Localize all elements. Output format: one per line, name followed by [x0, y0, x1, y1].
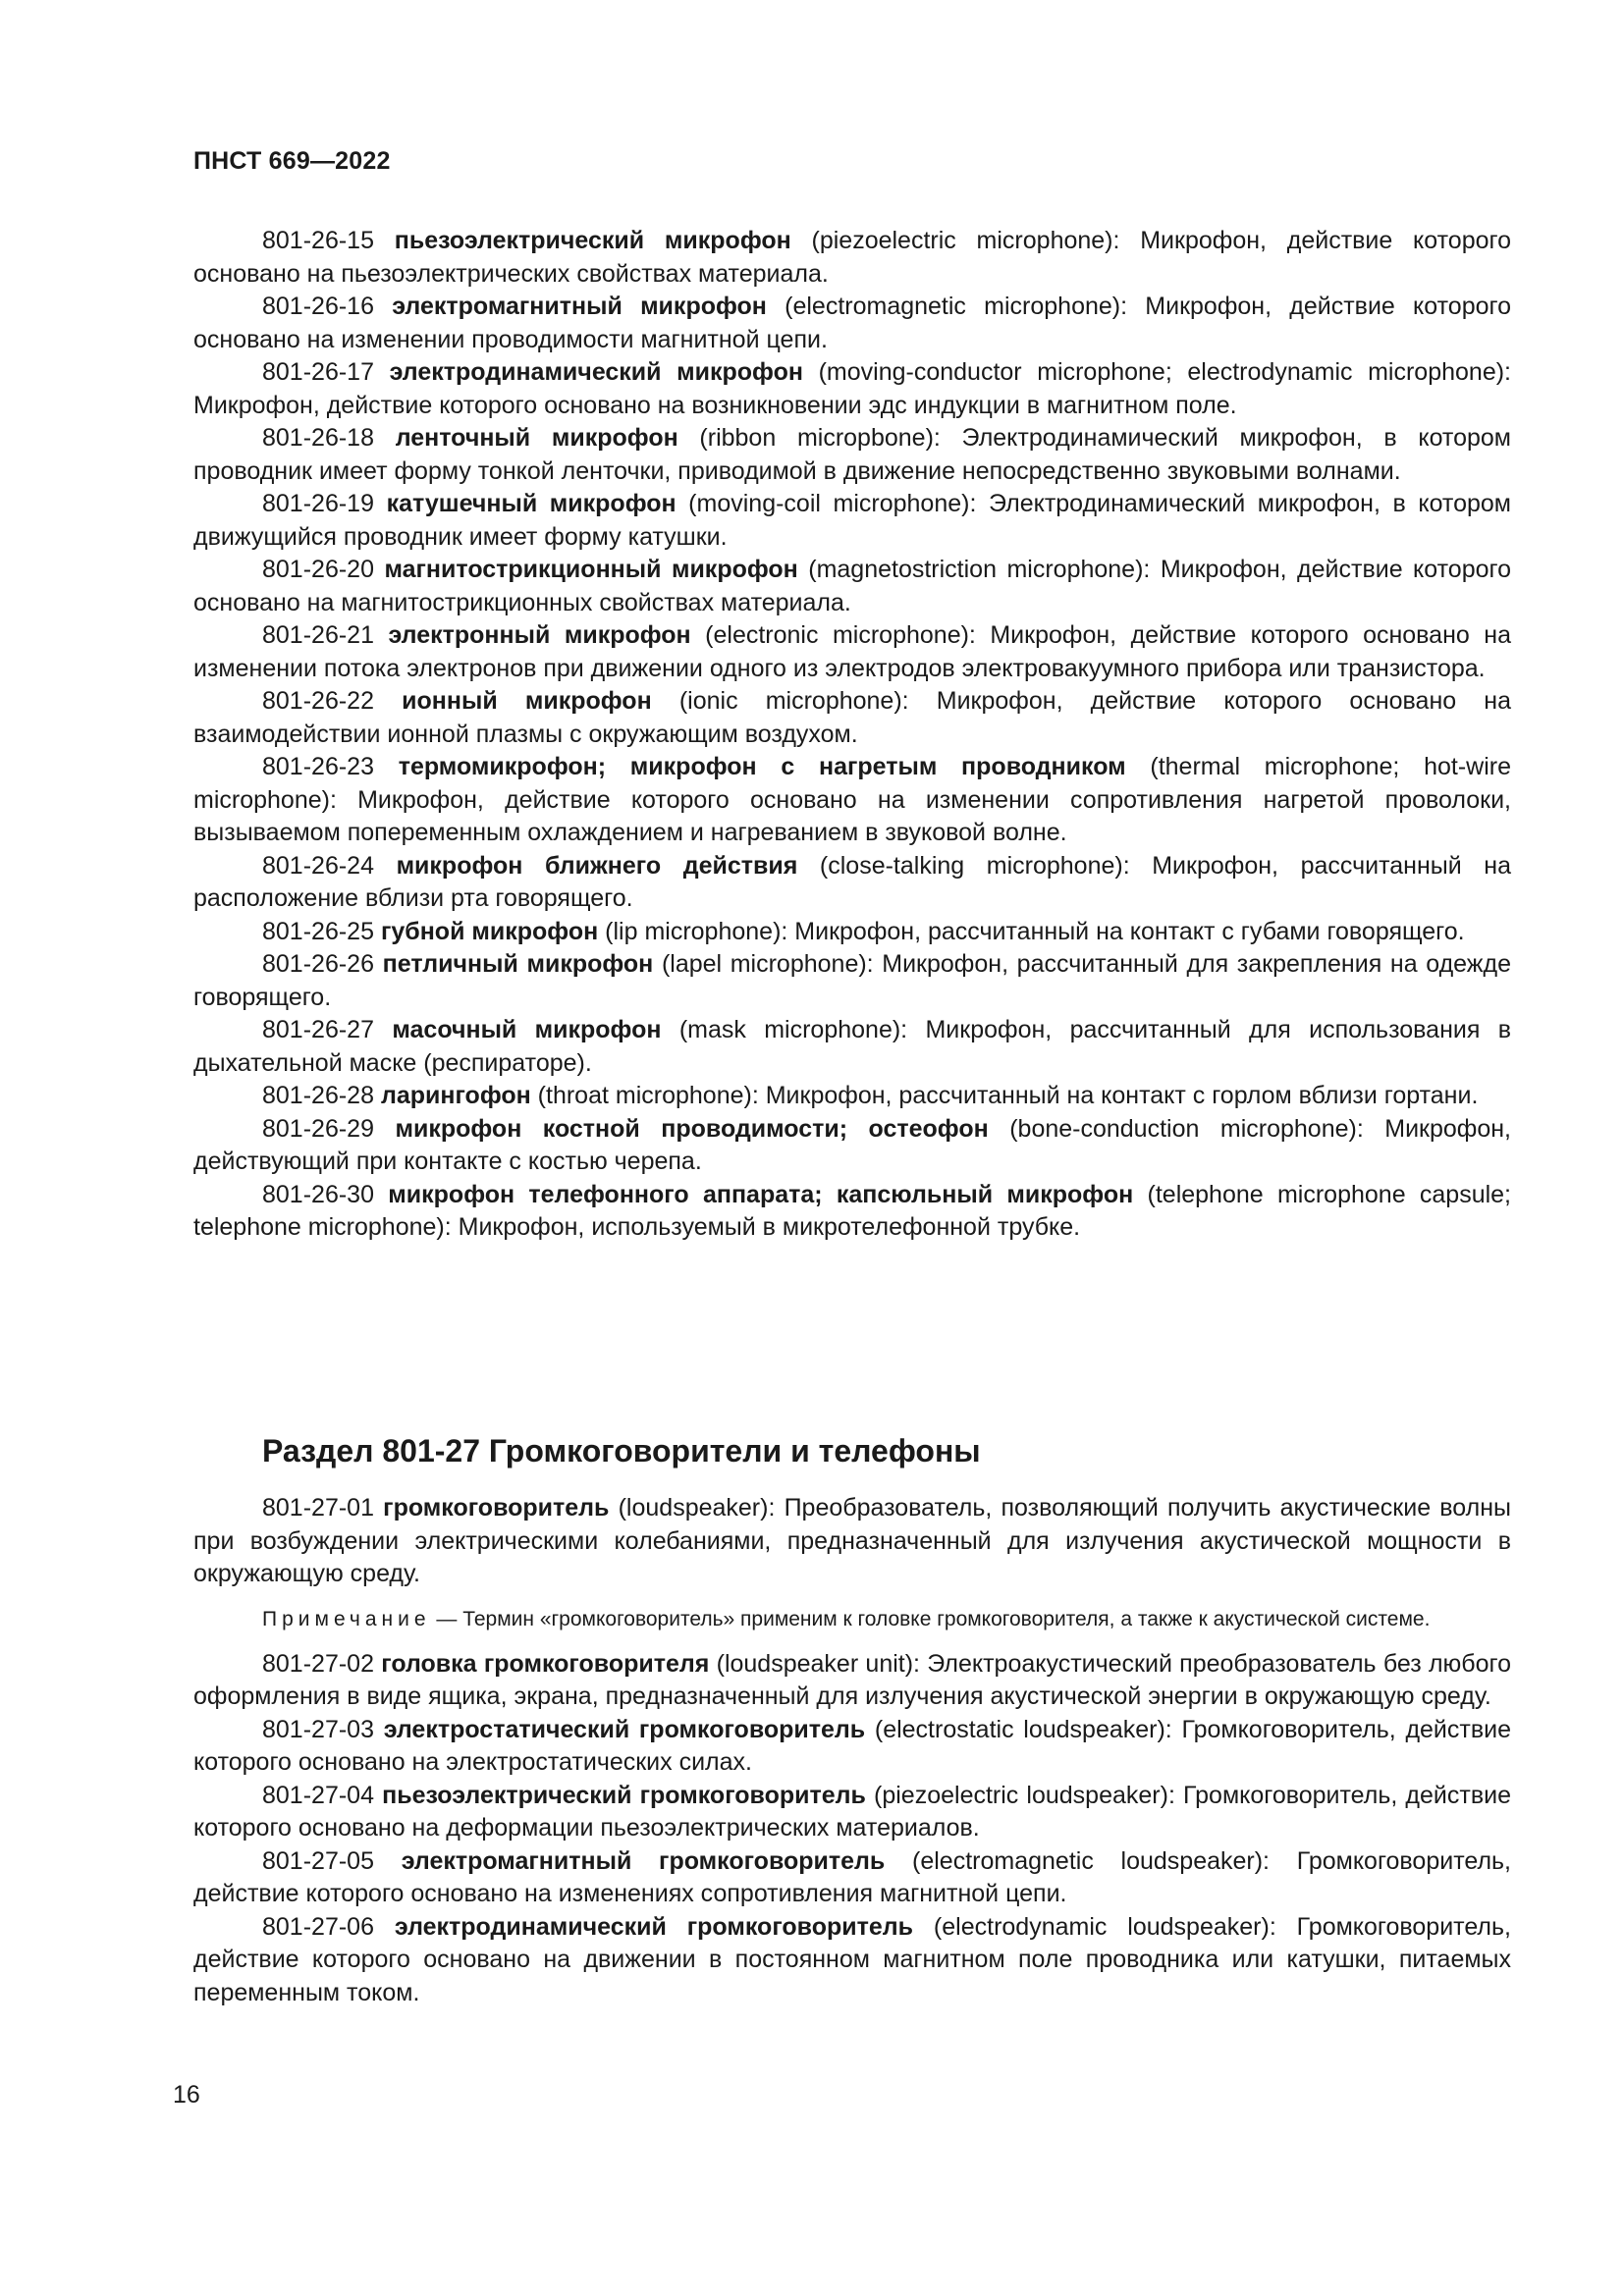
term-definition: (loudspeaker): Преобразователь, позволяющий получить акустические волны при возбуждении электрическими колебаниями, предназначенный для излучения акустической мощности в окружающую среду.: [193, 1494, 1511, 1587]
term-name: петличный микрофон: [382, 950, 654, 978]
term-number: 801-26-29: [262, 1114, 374, 1143]
term-entry: [193, 488, 1511, 554]
term-number: 801-27-03: [262, 1715, 374, 1743]
term-number: 801-27-01: [262, 1494, 374, 1522]
term-entry: [193, 1113, 1511, 1179]
term-name: магнитострикционный микрофон: [384, 556, 798, 583]
term-entry: [193, 356, 1511, 422]
term-definition: (moving-conductor microphone; electrodynamic microphone): Микрофон, действие которого основано на возникновении эдс индукции в магнитном поле.: [193, 358, 1512, 419]
term-name: микрофон костной проводимости; остеофон: [395, 1114, 989, 1143]
term-definition: (electronic microphone): Микрофон, действие которого основано на изменении потока электронов при движении одного из электродов электровакуумного прибора или транзистора.: [193, 621, 1511, 682]
term-definition: (ionic microphone): Микрофон, действие которого основано на взаимодействии ионной плазмы с окружающим воздухом.: [193, 687, 1512, 748]
term-name: катушечный микрофон: [386, 490, 677, 517]
term-number: 801-27-04: [262, 1781, 374, 1809]
section-801-27: [193, 1431, 1511, 2009]
term-definition: (loudspeaker unit): Электроакустический преобразователь без любого оформления в виде ящика, экрана, предназначенный для излучения акустической энергии в окружающую среду.: [193, 1649, 1511, 1710]
term-number: 801-26-24: [262, 851, 374, 880]
term-name: громкоговоритель: [383, 1494, 610, 1522]
term-name: электростатический громкоговоритель: [383, 1715, 866, 1743]
term-definition: (lapel microphone): Микрофон, рассчитанный для закрепления на одежде говорящего.: [193, 950, 1512, 1011]
term-number: 801-26-15: [262, 227, 374, 254]
term-name: губной микрофон: [380, 917, 599, 945]
term-name: электронный микрофон: [388, 621, 691, 649]
term-name: пьезоэлектрический микрофон: [394, 227, 791, 254]
term-number: 801-26-18: [262, 424, 374, 452]
term-entry: [193, 422, 1511, 488]
term-name: пьезоэлектрический громкоговоритель: [382, 1781, 866, 1809]
term-name: электромагнитный микрофон: [392, 293, 767, 320]
term-entry: [193, 916, 1511, 949]
term-entry: [193, 1179, 1511, 1245]
term-list: [193, 1648, 1511, 2010]
term-definition: (electrodynamic loudspeaker): Громкоговоритель, действие которого основано на движении в постоянном магнитном поле проводника или катушки, питаемых переменным током.: [193, 1912, 1511, 2006]
term-number: 801-26-26: [262, 950, 374, 978]
term-entry: [193, 225, 1511, 291]
term-number: 801-26-23: [262, 753, 374, 780]
term-definition: (throat microphone): Микрофон, рассчитанный на контакт с горлом вблизи гортани.: [530, 1082, 1479, 1109]
term-entry: [193, 1911, 1511, 2010]
term-entry: [193, 685, 1511, 751]
term-number: 801-26-27: [262, 1016, 374, 1043]
term-entry: [193, 1492, 1511, 1591]
term-entry: [193, 554, 1511, 619]
term-entry: [193, 948, 1511, 1014]
term-definition: (moving-coil microphone): Электродинамический микрофон, в котором движущийся проводник имеет форму катушки.: [193, 490, 1511, 551]
section-801-26: [193, 225, 1511, 1245]
term-entry: [193, 619, 1511, 685]
term-entry: [193, 1648, 1511, 1714]
term-name: электромагнитный громкоговоритель: [401, 1846, 886, 1875]
page-number: 16: [173, 2081, 200, 2109]
term-definition: (electrostatic loudspeaker): Громкоговоритель, действие которого основано на электростатических силах.: [193, 1715, 1511, 1776]
term-definition: (piezoelectric loudspeaker): Громкоговоритель, действие которого основано на деформации пьезоэлектрических материалов.: [193, 1781, 1511, 1842]
term-number: 801-26-22: [262, 687, 374, 715]
term-definition: (ribbon micropbone): Электродинамический микрофон, в котором проводник имеет форму тонкой ленточки, приводимой в движение непосредственно звуковыми волнами.: [193, 424, 1511, 485]
term-name: термомикрофон; микрофон с нагретым проводником: [398, 753, 1126, 780]
term-definition: (close-talking microphone): Микрофон, рассчитанный на расположение вблизи рта говорящего.: [193, 851, 1511, 912]
term-definition: (thermal microphone; hot-wire microphone): Микрофон, действие которого основано на изменении сопротивления нагретой проволоки, вызываемом попеременным охлаждением и нагреванием в звуковой волне.: [193, 753, 1511, 846]
term-number: 801-26-21: [262, 621, 374, 649]
term-definition: (electromagnetic loudspeaker): Громкоговоритель, действие которого основано на изменениях сопротивления магнитной цепи.: [193, 1846, 1512, 1907]
term-entry: [193, 1780, 1511, 1845]
term-entry: [193, 850, 1511, 916]
term-entry: [193, 1714, 1511, 1780]
term-number: 801-27-06: [262, 1912, 374, 1941]
term-name: ларингофон: [380, 1082, 531, 1109]
term-entry: [193, 1014, 1511, 1080]
note-text: — Термин «громкоговоритель» применим к головке громкоговорителя, а также к акустической системе.: [430, 1607, 1431, 1630]
term-number: 801-26-30: [262, 1180, 374, 1208]
term-name: масочный микрофон: [392, 1016, 662, 1043]
term-definition: (magnetostriction microphone): Микрофон, действие которого основано на магнитострикционных свойствах материала.: [193, 556, 1511, 616]
term-number: 801-26-17: [262, 358, 374, 386]
term-name: микрофон телефонного аппарата; капсюльный микрофон: [388, 1180, 1134, 1208]
term-number: 801-26-20: [262, 556, 374, 583]
term-name: электродинамический громкоговоритель: [394, 1912, 914, 1941]
term-number: 801-27-05: [262, 1846, 374, 1875]
term-definition: (piezoelectric microphone): Микрофон, действие которого основано на пьезоэлектрических свойствах материала.: [193, 227, 1511, 288]
term-name: электродинамический микрофон: [389, 358, 803, 386]
term-name: ионный микрофон: [402, 687, 652, 715]
document-header: ПНСТ 669—2022: [193, 147, 391, 175]
term-name: головка громкоговорителя: [381, 1649, 710, 1678]
term-number: 801-27-02: [262, 1649, 374, 1678]
term-number: 801-26-28: [262, 1082, 374, 1109]
term-name: ленточный микрофон: [395, 424, 678, 452]
term-definition: (mask microphone): Микрофон, рассчитанный для использования в дыхательной маске (респираторе).: [193, 1016, 1512, 1077]
term-number: 801-26-16: [262, 293, 374, 320]
term-entry: [193, 291, 1511, 356]
term-entry: [193, 1080, 1511, 1113]
note-label: Примечание: [262, 1607, 431, 1630]
term-name: микрофон ближнего действия: [396, 851, 798, 880]
term-definition: (electromagnetic microphone): Микрофон, действие которого основано на изменении проводимости магнитной цепи.: [193, 293, 1511, 353]
term-number: 801-26-19: [262, 490, 374, 517]
term-definition: (telephone microphone capsule; telephone microphone): Микрофон, используемый в микротелефонной трубке.: [193, 1180, 1511, 1241]
term-number: 801-26-25: [262, 917, 374, 945]
term-definition: (lip microphone): Микрофон, рассчитанный на контакт с губами говорящего.: [598, 917, 1465, 945]
term-entry: [193, 1845, 1511, 1911]
term-entry: [193, 751, 1511, 850]
note: [193, 1605, 1511, 1634]
term-definition: (bone-conduction microphone): Микрофон, действующий при контакте с костью черепа.: [193, 1114, 1512, 1175]
section-title: Раздел 801-27 Громкоговорители и телефоны: [262, 1433, 981, 1468]
